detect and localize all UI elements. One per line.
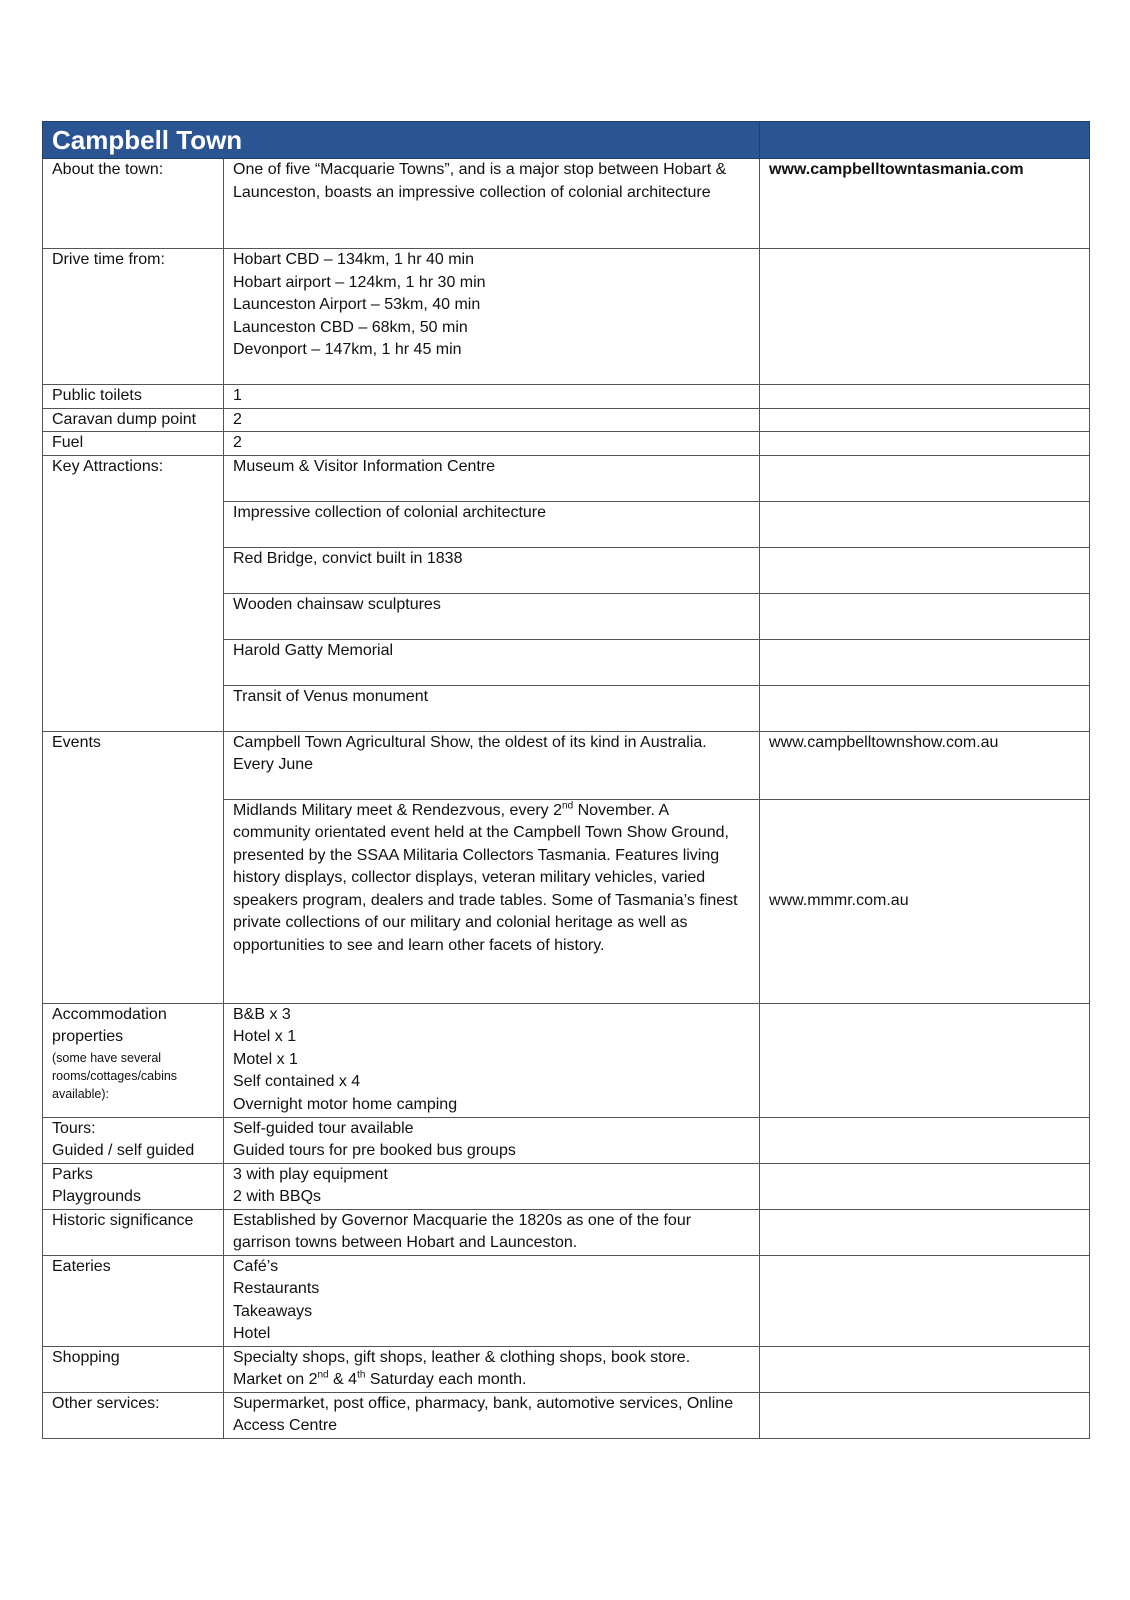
parks-line: 2 with BBQs (233, 1188, 322, 1205)
attraction-empty (760, 455, 1090, 501)
accommodation-line: B&B x 3 (233, 1005, 291, 1023)
drive-line: Hobart airport – 124km, 1 hr 30 min (233, 273, 486, 291)
accommodation-note: (some have several rooms/cottages/cabins available): (52, 1050, 178, 1101)
drive-line: Launceston CBD – 68km, 50 min (233, 318, 468, 336)
attraction-item: Impressive collection of colonial architecture (224, 501, 760, 547)
other-label: Other services: (43, 1392, 224, 1438)
event-military-link[interactable]: www.mmmr.com.au (760, 799, 1090, 1003)
shopping-label: Shopping (43, 1346, 224, 1392)
eateries-line: Café’s (233, 1257, 279, 1275)
other-empty (760, 1392, 1090, 1438)
attraction-empty (760, 639, 1090, 685)
attraction-item: Red Bridge, convict built in 1838 (224, 547, 760, 593)
attraction-item: Harold Gatty Memorial (224, 639, 760, 685)
row-toilets (43, 385, 1090, 409)
parks-label: Parks (52, 1165, 93, 1183)
shopping-text (224, 1346, 760, 1392)
historic-empty (760, 1209, 1090, 1255)
eateries-line: Hotel (233, 1325, 271, 1342)
attraction-item: Transit of Venus monument (224, 685, 760, 731)
page-title: Campbell Town (43, 122, 760, 159)
row-drive (43, 249, 1090, 385)
attraction-item: Wooden chainsaw sculptures (224, 593, 760, 639)
toilets-value: 1 (224, 385, 760, 409)
tours-sublabel: Guided / self guided (52, 1142, 195, 1159)
row-parks (43, 1163, 1090, 1209)
fuel-label: Fuel (43, 432, 224, 456)
attraction-item: Museum & Visitor Information Centre (224, 455, 760, 501)
accommodation-empty (760, 1003, 1090, 1117)
eateries-line: Takeaways (233, 1302, 313, 1320)
tours-empty (760, 1117, 1090, 1163)
market-sup-nd: nd (317, 1369, 329, 1381)
shopping-market-line (233, 1369, 750, 1392)
event-military-text (224, 799, 760, 1003)
accommodation-label: Accommodation properties (52, 1005, 167, 1045)
shopping-line: Specialty shops, gift shops, leather & clothing shops, book store. (233, 1348, 691, 1366)
eateries-list (224, 1255, 760, 1346)
row-event-show (43, 731, 1090, 799)
tours-label: Tours: (52, 1119, 96, 1137)
tours-list (224, 1117, 760, 1163)
title-spacer (760, 122, 1090, 159)
drive-times (224, 249, 760, 385)
row-about (43, 159, 1090, 249)
market-sup-th: th (357, 1369, 366, 1381)
row-eateries (43, 1255, 1090, 1346)
eateries-label: Eateries (43, 1255, 224, 1346)
row-attraction (43, 455, 1090, 501)
toilets-label: Public toilets (43, 385, 224, 409)
event-military-sup: nd (562, 800, 574, 812)
accommodation-list (224, 1003, 760, 1117)
market-mid: & 4 (328, 1371, 358, 1388)
eateries-empty (760, 1255, 1090, 1346)
dump-empty (760, 408, 1090, 432)
row-shopping (43, 1346, 1090, 1392)
attraction-empty (760, 547, 1090, 593)
row-dump (43, 408, 1090, 432)
parks-line: 3 with play equipment (233, 1165, 388, 1183)
drive-empty (760, 249, 1090, 385)
other-text: Supermarket, post office, pharmacy, bank, automotive services, Online Access Centre (224, 1392, 760, 1438)
row-fuel (43, 432, 1090, 456)
eateries-line: Restaurants (233, 1280, 320, 1297)
row-other (43, 1392, 1090, 1438)
tours-line: Self-guided tour available (233, 1119, 414, 1137)
tours-label-cell (43, 1117, 224, 1163)
event-show-text: Campbell Town Agricultural Show, the oldest of its kind in Australia. Every June (224, 731, 760, 799)
about-text: One of five “Macquarie Towns”, and is a major stop between Hobart & Launceston, boasts an impressive collection of colonial architecture (224, 159, 760, 249)
accommodation-line: Overnight motor home camping (233, 1095, 458, 1113)
title-row (43, 122, 1090, 159)
historic-label: Historic significance (43, 1209, 224, 1255)
row-accommodation (43, 1003, 1090, 1117)
playgrounds-label: Playgrounds (52, 1188, 141, 1205)
town-info-table (42, 121, 1090, 1439)
drive-line: Devonport – 147km, 1 hr 45 min (233, 341, 462, 358)
fuel-value: 2 (224, 432, 760, 456)
parks-list (224, 1163, 760, 1209)
accommodation-line: Motel x 1 (233, 1050, 298, 1068)
drive-label: Drive time from: (43, 249, 224, 385)
attraction-empty (760, 501, 1090, 547)
event-military-post: November. A community orientated event held at the Campbell Town Show Ground, presented by the SSAA Militaria Collectors Tasmania. Features living history displays, collector displays, veteran military vehicles, varied speakers program, dealers and trade tables. Some of Tasmania’s finest private collections of our military and colonial heritage as well as opportunities to see and learn other facets of history. (233, 801, 738, 954)
parks-label-cell (43, 1163, 224, 1209)
shopping-empty (760, 1346, 1090, 1392)
accommodation-line: Hotel x 1 (233, 1028, 297, 1045)
attractions-label: Key Attractions: (43, 455, 224, 731)
fuel-empty (760, 432, 1090, 456)
about-link[interactable]: www.campbelltowntasmania.com (760, 159, 1090, 249)
parks-empty (760, 1163, 1090, 1209)
accommodation-label-cell (43, 1003, 224, 1117)
accommodation-line: Self contained x 4 (233, 1073, 361, 1090)
tours-line: Guided tours for pre booked bus groups (233, 1142, 516, 1159)
attraction-empty (760, 685, 1090, 731)
drive-line: Hobart CBD – 134km, 1 hr 40 min (233, 251, 474, 268)
event-military-pre: Midlands Military meet & Rendezvous, every 2 (233, 801, 563, 819)
market-pre: Market on 2 (233, 1371, 318, 1388)
row-tours (43, 1117, 1090, 1163)
events-label: Events (43, 731, 224, 1003)
toilets-empty (760, 385, 1090, 409)
event-show-link[interactable]: www.campbelltownshow.com.au (760, 731, 1090, 799)
market-post: Saturday each month. (365, 1371, 527, 1388)
historic-text: Established by Governor Macquarie the 1820s as one of the four garrison towns between Hobart and Launceston. (224, 1209, 760, 1255)
dump-value: 2 (224, 408, 760, 432)
drive-line: Launceston Airport – 53km, 40 min (233, 296, 481, 313)
row-historic (43, 1209, 1090, 1255)
attraction-empty (760, 593, 1090, 639)
about-label: About the town: (43, 159, 224, 249)
dump-label: Caravan dump point (43, 408, 224, 432)
